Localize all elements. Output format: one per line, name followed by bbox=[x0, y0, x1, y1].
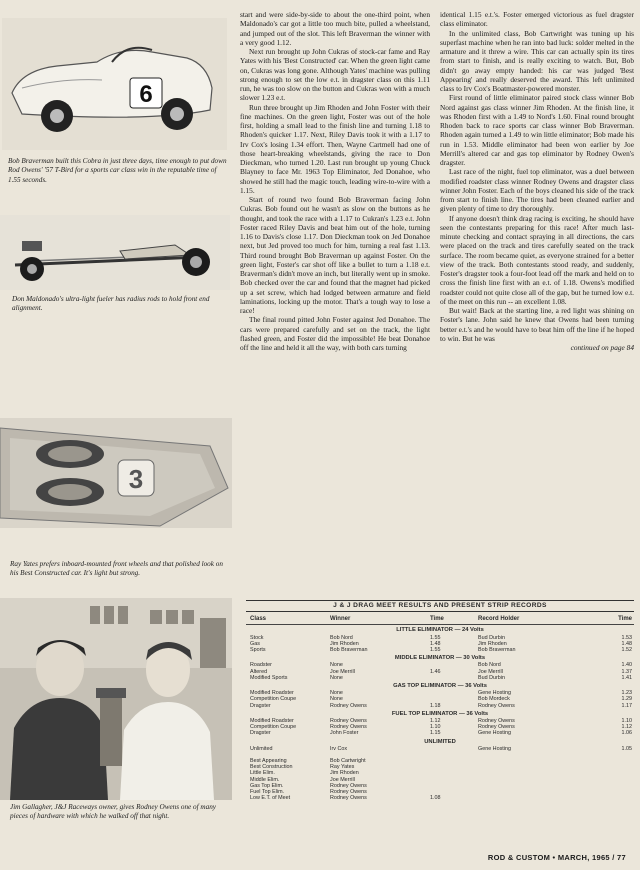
table-cell: Bud Durbin bbox=[478, 634, 505, 641]
table-cell: None bbox=[330, 690, 343, 697]
table-cell: 1.05 bbox=[621, 745, 632, 752]
table-cell: Bob Nord bbox=[478, 662, 501, 669]
owners-photo bbox=[0, 598, 232, 800]
table-cell: Modified Roadster bbox=[250, 718, 294, 725]
fueler-car-image bbox=[0, 215, 230, 290]
cobra-caption: Bob Braverman built this Cobra in just three days, time enough to put down Rod Owens' '57 T-Bird for a sports car class win in the reputable time of 1.55 seconds. bbox=[8, 157, 227, 184]
table-cell: Rodney Owens bbox=[478, 724, 515, 731]
table-cell: Altered bbox=[250, 668, 268, 675]
award-name: Little Elim. bbox=[250, 770, 275, 777]
table-cell: Rodney Owens bbox=[478, 718, 515, 725]
table-cell: 1.53 bbox=[621, 634, 632, 641]
paragraph: Last race of the night, fuel top eliminator, was a duel between modified roadster class winner Rodney Owens and dragster class winner John Foster. Each of the boys cleaned his side of the track from start to finish line. The tires had been cleaned earlier and given plenty of time to dry thoroughly. bbox=[440, 167, 634, 214]
paragraph: If anyone doesn't think drag racing is exciting, he should have seen the contestants preparing for this race! After much last-minute checking and contact spraying in all directions, the cars were placed on the track and tires carefully seated on the track surface. The room became quiet, as everyone strained for a better view of the track. Both contestants stood ready, and suddenly, Foster's dragster took a four-foot lead off the mark and held on to cross the finish line first with an e.t. of 1.18. Owens's modified roadster could not quite close all of the gap, but he turned low e.t. of the meet on this run -- an excellent 1.08. bbox=[440, 213, 634, 306]
fueler-photo bbox=[0, 215, 230, 290]
table-cell: Jim Rhoden bbox=[478, 640, 507, 647]
header-record-holder: Record Holder bbox=[478, 616, 520, 623]
award-name: Low E.T. of Meet bbox=[250, 795, 291, 802]
table-cell: Dragster bbox=[250, 702, 271, 709]
cobra-car-image bbox=[2, 18, 227, 150]
table-cell: 1.37 bbox=[621, 668, 632, 675]
table-section-title: FUEL TOP ELIMINATOR — 36 Volts bbox=[391, 710, 489, 717]
table-cell: 1.18 bbox=[430, 702, 441, 709]
article-column-middle bbox=[240, 10, 430, 352]
paragraph: start and were side-by-side to about the one-third point, when Maldonado's car got a little too much bite, pulled a wheelstand, and jumped out of the slot. This left Braverman the winner with a very good 1.12. bbox=[240, 10, 430, 47]
table-cell: Gene Hosting bbox=[478, 730, 511, 737]
paragraph: Next run brought up John Cukras of stock-car fame and Ray Yates with his 'Best Constructed' car. When the green light came on, Cukras was long gone. Although Yates' machine was pulling strong enough to set the low e.t. in dragster class on this 1.11 run, he was too slow on the button and Cukras won with a much slower 1.23 e.t. bbox=[240, 47, 430, 103]
table-cell: Joe Merrill bbox=[330, 668, 355, 675]
table-cell: Gas bbox=[250, 640, 260, 647]
table-cell: 1.17 bbox=[621, 702, 632, 709]
chassis-image bbox=[0, 418, 232, 528]
table-cell: Competition Coupe bbox=[250, 696, 297, 703]
table-cell: Bob Mordeck bbox=[478, 696, 510, 703]
table-cell: John Foster bbox=[330, 730, 359, 737]
chassis-caption: Ray Yates prefers inboard-mounted front wheels and that polished look on his Best Constructed car. It's light but strong. bbox=[10, 560, 223, 578]
table-section-title: MIDDLE ELIMINATOR — 30 Volts bbox=[394, 655, 486, 662]
table-cell: Sports bbox=[250, 647, 266, 654]
table-cell: Bob Braverman bbox=[330, 647, 368, 654]
header-record-time: Time bbox=[618, 616, 632, 623]
owners-image bbox=[0, 598, 232, 800]
table-cell: 1.41 bbox=[621, 674, 632, 681]
table-cell: None bbox=[330, 662, 343, 669]
table-title: J & J DRAG MEET RESULTS AND PRESENT STRIP RECORDS bbox=[246, 600, 634, 612]
table-cell: Stock bbox=[250, 634, 264, 641]
paragraph: First round of little eliminator paired stock class winner Bob Nord against gas class winner Jim Rhoden. At the finish line, it was Rhoden first with a 1.49 to Nord's 1.60. Final round brought Rhoden back to race sports car class winner Bob Braverman. Rhoden again turned a 1.49 to win little eliminator; Bob made his run in 1.53. Middle eliminator had been won earlier by Joe Merrill's altered car and gas top eliminator by Rodney Owen's dragster. bbox=[440, 93, 634, 167]
table-cell: Joe Merrill bbox=[478, 668, 503, 675]
award-name: Gas Top Elim. bbox=[250, 782, 284, 789]
table-cell: 1.48 bbox=[430, 640, 441, 647]
paragraph: In the unlimited class, Bob Cartwright was tuning up his superfast machine when he ran into bad luck: solder melted in the armature and it threw a wire. This car can actually spin its tires from start to finish, and is really exciting to watch. But, Bob didn't go away empty handed: his car was judged 'Best Appearing' and really deserved the award. This left unlimited class to Irv Cox's Boatmaster-powered monster. bbox=[440, 28, 634, 93]
table-section-title: LITTLE ELIMINATOR — 24 Volts bbox=[396, 627, 484, 634]
table-cell: 1.23 bbox=[621, 690, 632, 697]
table-cell: 1.55 bbox=[430, 647, 441, 654]
award-winner: Rodney Owens bbox=[330, 795, 367, 802]
table-cell: Roadster bbox=[250, 662, 272, 669]
table-cell: 1.52 bbox=[621, 647, 632, 654]
table-row bbox=[246, 746, 634, 752]
table-cell: Bob Braverman bbox=[478, 647, 516, 654]
continued-note: continued on page 84 bbox=[570, 343, 634, 352]
owners-caption: Jim Gallagher, J&J Raceways owner, gives Rodney Owens one of many pieces of hardware with which he walked off that night. bbox=[10, 803, 216, 821]
paragraph: Run three brought up Jim Rhoden and John Foster with their fine machines. On the green light, Foster was out of the hole first, holding a small lead to the finish line and turning 1.18 to Rhoden's quicker 1.17. Next, Riley Davis took it with a 1.17 to Irv Cox's losing 1.34 effort. Then, Wayne Cartmell had one of those heart-breaking wheelstands, giving the race to Don Dieckman, who turned 1.20. Last run brought up young Chuck Blayney to face Mr. 1963 Top Eliminator, Jed Donahoe, who showed he still had the magic touch, leading wire-to-wire with a 1.15. bbox=[240, 102, 430, 195]
award-winner: Joe Merrill bbox=[330, 776, 355, 783]
table-cell: Gene Hosting bbox=[478, 690, 511, 697]
table-row bbox=[246, 647, 634, 653]
table-cell: Bob Nord bbox=[330, 634, 353, 641]
table-cell: Rodney Owens bbox=[330, 724, 367, 731]
fueler-caption: Don Maldonado's ultra-light fueler has radius rods to hold front end alignment. bbox=[12, 295, 210, 313]
table-cell: Gene Hosting bbox=[478, 745, 511, 752]
table-cell: Irv Cox bbox=[330, 745, 348, 752]
award-name: Fuel Top Elim. bbox=[250, 789, 285, 796]
table-body bbox=[246, 625, 634, 801]
results-table bbox=[246, 600, 634, 801]
table-cell: Modified Sports bbox=[250, 674, 288, 681]
award-name: Best Appearing bbox=[250, 758, 287, 765]
table-header bbox=[246, 612, 634, 625]
header-time: Time bbox=[430, 616, 444, 623]
table-row bbox=[246, 703, 634, 709]
award-winner: Rodney Owens bbox=[330, 789, 367, 796]
table-cell: 1.55 bbox=[430, 634, 441, 641]
table-cell: 1.29 bbox=[621, 696, 632, 703]
award-winner: Jim Rhoden bbox=[330, 770, 359, 777]
table-cell: Competition Coupe bbox=[250, 724, 297, 731]
award-name: Best Construction bbox=[250, 764, 293, 771]
chassis-photo bbox=[0, 418, 232, 528]
table-cell: Unlimited bbox=[250, 745, 273, 752]
table-cell: 1.12 bbox=[621, 724, 632, 731]
table-cell: Rodney Owens bbox=[478, 702, 515, 709]
header-winner: Winner bbox=[330, 616, 351, 623]
table-cell: 1.12 bbox=[430, 718, 441, 725]
table-cell: 1.40 bbox=[621, 662, 632, 669]
table-cell bbox=[430, 746, 478, 752]
table-cell: 1.10 bbox=[430, 724, 441, 731]
award-row bbox=[246, 795, 634, 801]
paragraph: But wait! Back at the starting line, a red light was shining on Foster's lane. John said he knew that Owens had been turning better e.t.'s and he would have to beat him off the line if he hoped to win. But he was bbox=[440, 306, 634, 343]
table-cell: Jim Rhoden bbox=[330, 640, 359, 647]
table-cell: Rodney Owens bbox=[330, 718, 367, 725]
table-row bbox=[246, 730, 634, 736]
table-cell: 1.10 bbox=[621, 718, 632, 725]
table-cell: Dragster bbox=[250, 730, 271, 737]
table-cell: 1.46 bbox=[430, 668, 441, 675]
table-cell: Modified Roadster bbox=[250, 690, 294, 697]
page-footer: ROD & CUSTOM • MARCH, 1965 / 77 bbox=[487, 853, 626, 862]
table-cell: None bbox=[330, 674, 343, 681]
table-cell: Bud Durbin bbox=[478, 674, 505, 681]
award-time: 1.08 bbox=[430, 795, 441, 802]
award-winner: Ray Yates bbox=[330, 764, 355, 771]
award-name: Middle Elim. bbox=[250, 776, 280, 783]
table-section-title: GAS TOP ELIMINATOR — 36 Volts bbox=[393, 683, 487, 690]
award-winner: Rodney Owens bbox=[330, 782, 367, 789]
paragraph: The final round pitted John Foster against Jed Donahoe. The cars were prepared carefully and set on the track, the light flashed green, and Foster did the impossible! He beat Donahoe off the line and held it all the way, with both cars turning bbox=[240, 315, 430, 352]
paragraph: Start of round two found Bob Braverman facing John Cukras. Bob found out he wasn't as slow on the buttons as he thought, and took the race with a 1.17 to Cukran's 1.23 e.t. John Foster raced Riley Davis and beat him out of the hole, turning 1.16 to Davis's close 1.17. Don Dieckman took on Jed Donahoe next, but Jed proved too much for him, turning a real fast 1.13. Third round brought Bob Braverman up against Foster. On the green light, Foster's car shot off like a bullet to turn a 1.18 e.t. Braverman's didn't move an inch, but literally went up in smoke. Bob checked over the car and found that the magnet had picked up a set screw, which had lodged between armature and field laminations, locking up the motor. That's a tough way to lose a race! bbox=[240, 195, 430, 315]
table-cell: 1.48 bbox=[621, 640, 632, 647]
table-cell: 1.06 bbox=[621, 730, 632, 737]
table-cell: None bbox=[330, 696, 343, 703]
table-cell: Rodney Owens bbox=[330, 702, 367, 709]
chassis-number: 3 bbox=[128, 464, 144, 494]
cobra-number: 6 bbox=[139, 81, 153, 108]
article-column-right bbox=[440, 10, 634, 352]
table-row bbox=[246, 675, 634, 681]
table-section-title: UNLIMITED bbox=[424, 738, 456, 745]
table-cell: 1.15 bbox=[430, 730, 441, 737]
header-class: Class bbox=[250, 616, 267, 623]
paragraph: identical 1.15 e.t.'s. Foster emerged victorious as fuel dragster class eliminator. bbox=[440, 10, 634, 29]
table-cell bbox=[430, 675, 478, 681]
award-winner: Bob Cartwright bbox=[330, 758, 366, 765]
cobra-photo bbox=[2, 18, 227, 150]
